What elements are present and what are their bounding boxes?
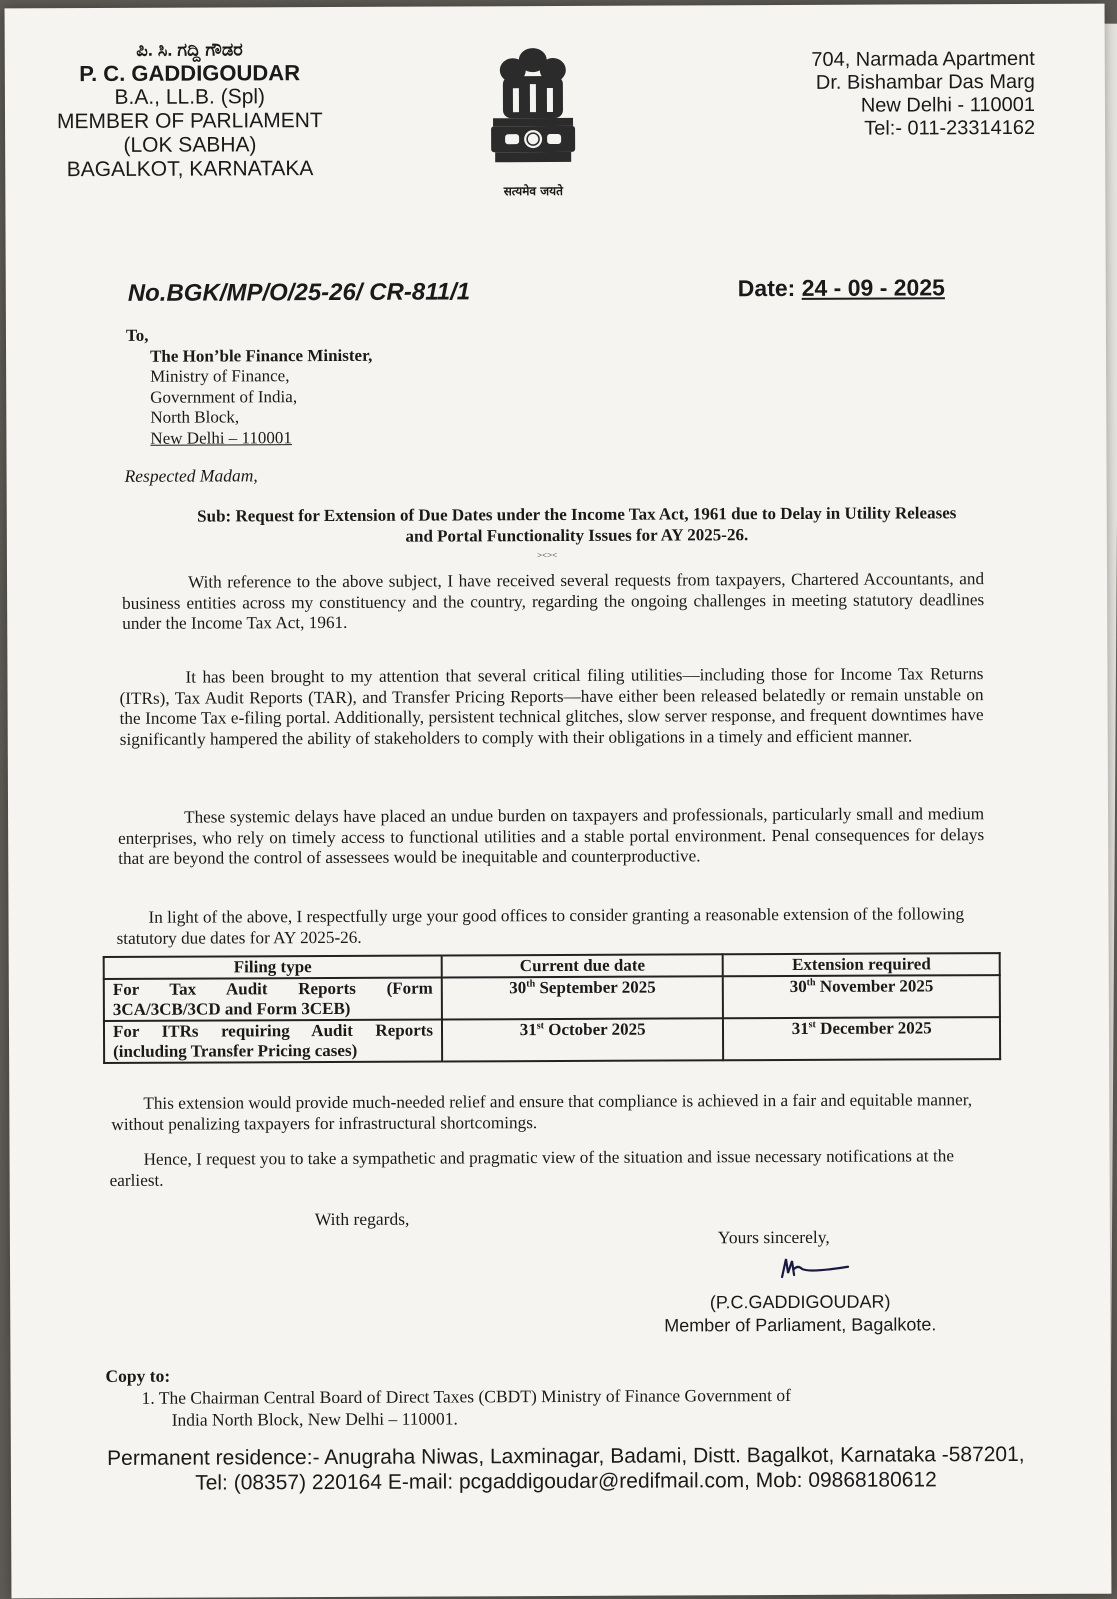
table-row — [104, 1017, 1000, 1063]
recipient-line: New Delhi – 110001 — [150, 427, 292, 448]
recipient-line: North Block, — [150, 407, 240, 427]
due-dates-table — [103, 952, 1001, 1064]
footer-line: Permanent residence:- Anugraha Niwas, Laxminagar, Badami, Distt. Bagalkot, Karnataka -587201, — [107, 1442, 1025, 1470]
address-line: Dr. Bishambar Das Marg — [815, 70, 1035, 94]
letterhead-address — [811, 48, 1035, 141]
copy-to-heading: Copy to: — [105, 1365, 171, 1386]
body-paragraph: These systemic delays have placed an undue burden on taxpayers and professionals, particularly small and medium enterprises, who rely on timely access to functional utilities and a stable portal environment. Penal consequences for delays that are beyond the control of assessees would be inequitable and counterproductive. — [118, 804, 985, 868]
body-paragraph: Hence, I request you to take a sympathetic and pragmatic view of the situation and issue necessary notifications at the earliest. — [109, 1146, 955, 1190]
letterhead-name: P. C. GADDIGOUDAR — [79, 60, 301, 87]
letter-date — [738, 274, 945, 302]
footer-address — [51, 1442, 1081, 1496]
current-due-date-cell: 31st October 2025 — [442, 1018, 724, 1061]
reference-number: No.BGK/MP/O/25-26/ CR-811/1 — [127, 278, 471, 307]
extension-date-cell: 30th November 2025 — [723, 975, 1000, 1018]
letterhead-constituency: BAGALKOT, KARNATAKA — [66, 157, 314, 182]
closing-sincerely: Yours sincerely, — [717, 1226, 830, 1248]
closing-regards: With regards, — [314, 1208, 410, 1230]
table-row — [104, 975, 1000, 1021]
date-label: Date: — [737, 274, 796, 302]
letterhead-left — [57, 37, 323, 182]
table-header: Current due date — [442, 954, 723, 977]
address-line: New Delhi - 110001 — [860, 93, 1036, 117]
address-line: 704, Narmada Apartment — [811, 47, 1035, 71]
recipient-line: Ministry of Finance, — [150, 366, 290, 386]
signatory-name: (P.C.GADDIGOUDAR) — [709, 1291, 891, 1313]
recipient-block — [126, 325, 373, 449]
signatory-block — [640, 1290, 960, 1337]
copy-item-text: The Chairman Central Board of Direct Taxes (CBDT) Ministry of Finance Government of — [158, 1384, 792, 1408]
copy-to-item — [106, 1384, 791, 1409]
table-header: Extension required — [723, 953, 1000, 976]
body-paragraph: This extension would provide much-needed relief and ensure that compliance is achieved in a fair and equitable manner, without penalizing taxpayers for infrastructural shortcomings. — [111, 1090, 973, 1134]
recipient-line: The Hon’ble Finance Minister, — [150, 345, 373, 366]
address-line: Tel:- 011-23314162 — [864, 116, 1036, 140]
date-value: 24 - 09 - 2025 — [801, 274, 945, 301]
national-emblem — [473, 40, 594, 199]
filing-type-cell: For ITRs requiring Audit Reports (including Transfer Pricing cases) — [104, 1020, 442, 1063]
salutation: Respected Madam, — [124, 465, 258, 486]
current-due-date-cell: 30th September 2025 — [442, 976, 724, 1019]
letterhead-house: (LOK SABHA) — [123, 133, 257, 157]
copy-to-block — [105, 1362, 791, 1431]
letterhead-designation: MEMBER OF PARLIAMENT — [56, 109, 323, 134]
letter-page — [5, 4, 1112, 1599]
letterhead-kannada-name: ಪಿ. ಸಿ. ಗದ್ದಿ ಗೌಡರ — [136, 39, 243, 60]
copy-item-number: 1. — [141, 1387, 155, 1408]
footer-line: Tel: (08357) 220164 E-mail: pcgaddigoudar@redifmail.com, Mob: 09868180612 — [195, 1468, 937, 1495]
emblem-motto: सत्यमेव जयते — [503, 183, 564, 199]
table-header: Filing type — [104, 956, 442, 979]
subject-line: Sub: Request for Extension of Due Dates under the Income Tax Act, 1961 due to Delay in Utility Releases and Portal Functionality Issues for AY 2025-26. — [197, 503, 957, 546]
letterhead-qualification: B.A., LL.B. (Spl) — [114, 85, 266, 109]
filing-type-cell: For Tax Audit Reports (Form 3CA/3CB/3CD and Form 3CEB) — [104, 978, 442, 1021]
lion-capital-icon — [473, 40, 594, 176]
signature-icon — [770, 1247, 860, 1287]
to-label: To, — [125, 325, 149, 345]
extension-date-cell: 31st December 2025 — [723, 1017, 1000, 1060]
body-paragraph: It has been brought to my attention that several critical filing utilities—including those for Income Tax Returns (ITRs), Tax Audit Reports (TAR), and Transfer Pricing Reports—have either been released belatedly or remain unstable on the Income Tax e-filing portal. Additionally, persistent technical glitches, slow server response, and frequent downtimes have significantly hampered the ability of stakeholders to comply with their obligations in a timely and efficient manner. — [119, 664, 984, 749]
signatory-title: Member of Parliament, Bagalkote. — [664, 1314, 937, 1336]
body-paragraph: In light of the above, I respectfully urge your good offices to consider granting a reasonable extension of the following statutory due dates for AY 2025-26. — [116, 904, 965, 948]
recipient-line: Government of India, — [150, 386, 298, 407]
body-paragraph: With reference to the above subject, I have received several requests from taxpayers, Chartered Accountants, and business entities across my constituency and the country, regarding the ongoing challenges in meeting statutory deadlines under the Income Tax Act, 1961. — [122, 569, 985, 633]
copy-item-continuation: India North Block, New Delhi – 110001. — [171, 1408, 458, 1430]
ornament-divider: ><>< — [536, 550, 558, 561]
